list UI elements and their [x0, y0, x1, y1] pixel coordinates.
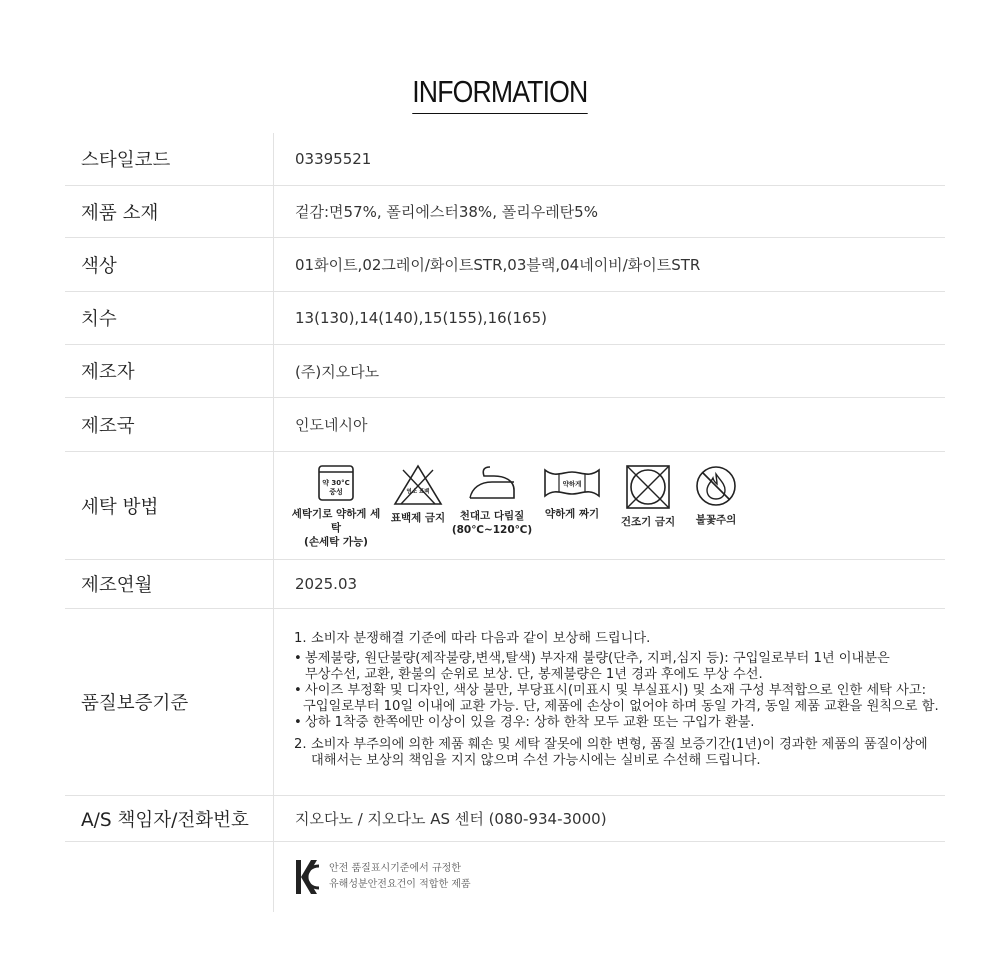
label-color: 색상 — [65, 238, 274, 291]
quality-item-1 — [294, 631, 939, 647]
wash-label-fire: 불꽃주의 — [695, 514, 737, 526]
washtub-icon — [317, 464, 355, 502]
no-tumble-dry-icon — [625, 464, 671, 510]
wring-icon — [541, 464, 603, 502]
quality-bullet-1-line-2: 무상수선, 교환, 환불의 순위로 보상. 단, 봉제불량은 1년 경과 후에도 무상 수선. — [305, 667, 763, 682]
wash-label-iron-2: (80℃~120℃) — [451, 524, 533, 536]
kc-text-2: 유해성분안전요건이 적합한 제품 — [329, 879, 471, 890]
row-material — [65, 186, 945, 238]
kc-text-1: 안전 품질표시기준에서 규정한 — [329, 863, 461, 874]
value-as: 지오다노 / 지오다노 AS 센터 (080-934-3000) — [295, 810, 607, 828]
label-size: 치수 — [65, 292, 274, 344]
quality-bullet-1-line-1: 봉제불량, 원단불량(제작불량,변색,탈색) 부자재 불량(단추, 지퍼,심지 등): 구입일로부터 1년 이내분은 — [305, 651, 890, 666]
wash-item-bleach — [384, 464, 452, 525]
row-as — [65, 796, 945, 842]
wash-label-dryer: 건조기 금지 — [620, 516, 676, 528]
value-date: 2025.03 — [295, 575, 358, 593]
quality-bullet-3: • 상하 1착중 한쪽에만 이상이 있을 경우: 상하 한착 모두 교환 또는 구입가 환불. — [294, 715, 755, 730]
wash-label-iron-1: 천대고 다림질 — [459, 510, 525, 522]
iron-icon — [466, 464, 518, 504]
title-text: INFORMATION — [412, 72, 587, 114]
label-kc-empty — [65, 842, 274, 912]
bleach-text: 염소 표백 — [406, 489, 430, 495]
row-color — [65, 238, 945, 292]
quality-text-2-line-2: 대해서는 보상의 책임을 지지 않으며 수선 가능시에는 실비로 수선해 드립니다. — [311, 753, 761, 768]
wash-item-fire — [684, 464, 748, 527]
quality-bullet-2: • 사이즈 부정확 및 디자인, 색상 불만, 부당표시(미표시 및 부실표시) 및 소재 구성 부적합으로 인한 세탁 사고: 구입일로부터 10일 이내에 교환 가능. 단, 제품에 손상이 없어야 하며 동일 가격, 동일 제품 교환을 원칙으로 함. — [294, 683, 939, 714]
wash-item-dryer — [612, 464, 684, 529]
value-color: 01화이트,02그레이/화이트STR,03블랙,04네이비/화이트STR — [295, 256, 701, 274]
quality-text-1: 소비자 분쟁해결 기준에 따라 다음과 같이 보상해 드립니다. — [311, 631, 651, 646]
washtub-temp: 약 30°C — [322, 479, 350, 487]
row-kc — [65, 842, 945, 912]
washtub-neutral: 중성 — [329, 488, 343, 496]
wash-icon-list — [288, 462, 748, 549]
quality-bullet-2-line-1: 사이즈 부정확 및 디자인, 색상 불만, 부당표시(미표시 및 부실표시) 및 소재 구성 부적합으로 인한 세탁 사고: — [305, 683, 927, 698]
value-maker: (주)지오다노 — [295, 362, 380, 381]
row-country — [65, 398, 945, 452]
value-kc — [274, 842, 945, 912]
value-material: 겉감:면57%, 폴리에스터38%, 폴리우레탄5% — [295, 203, 598, 221]
quality-item-2 — [294, 737, 939, 769]
wash-icons — [274, 452, 945, 559]
info-table — [65, 133, 945, 912]
label-country: 제조국 — [65, 398, 274, 451]
row-style-code — [65, 133, 945, 186]
row-size — [65, 292, 945, 345]
row-date — [65, 560, 945, 609]
label-wash: 세탁 방법 — [65, 452, 274, 559]
label-as: A/S 책임자/전화번호 — [65, 796, 274, 841]
value-country: 인도네시아 — [295, 416, 368, 434]
quality-bullet-3-line-1: 상하 1착중 한쪽에만 이상이 있을 경우: 상하 한착 모두 교환 또는 구입가 환불. — [305, 715, 755, 730]
wash-item-wring — [532, 464, 612, 521]
kc-logo-icon — [295, 858, 321, 896]
wring-text: 약하게 — [562, 480, 582, 488]
label-style-code: 스타일코드 — [65, 133, 274, 185]
label-material: 제품 소재 — [65, 186, 274, 237]
kc-mark — [295, 858, 471, 896]
wash-label-machine-2: (손세탁 가능) — [304, 536, 368, 548]
quality-text — [294, 631, 939, 773]
wash-item-iron — [452, 464, 532, 537]
row-quality — [65, 609, 945, 796]
page-title — [0, 72, 1000, 114]
row-wash — [65, 452, 945, 560]
wash-label-bleach: 표백제 금지 — [390, 512, 446, 524]
value-quality — [274, 609, 945, 795]
label-quality: 품질보증기준 — [65, 609, 274, 795]
wash-item-machine — [288, 464, 384, 549]
wash-label-machine-1: 세탁기로 약하게 세탁 — [291, 508, 381, 534]
quality-bullet-1: • 봉제불량, 원단불량(제작불량,변색,탈색) 부자재 불량(단추, 지퍼,심지 등): 구입일로부터 1년 이내분은 무상수선, 교환, 환불의 순위로 보상. 단, 봉제불량은 1년 경과 후에도 무상 수선. — [294, 651, 890, 682]
row-maker — [65, 345, 945, 398]
quality-bullet-2-line-2: 구입일로부터 10일 이내에 교환 가능. 단, 제품에 손상이 없어야 하며 동일 가격, 동일 제품 교환을 원칙으로 함. — [303, 699, 939, 714]
value-size: 13(130),14(140),15(155),16(165) — [295, 309, 547, 327]
no-fire-icon — [694, 464, 738, 508]
quality-num-1: 1. — [294, 631, 307, 646]
label-date: 제조연월 — [65, 560, 274, 608]
label-maker: 제조자 — [65, 345, 274, 397]
wash-label-wring: 약하게 짜기 — [544, 508, 600, 520]
quality-num-2: 2. — [294, 737, 307, 752]
no-bleach-icon — [393, 464, 443, 506]
value-style-code: 03395521 — [295, 150, 372, 168]
quality-text-2-line-1: 소비자 부주의에 의한 제품 훼손 및 세탁 잘못에 의한 변형, 품질 보증기간(1년)이 경과한 제품의 품질이상에 — [311, 737, 928, 752]
